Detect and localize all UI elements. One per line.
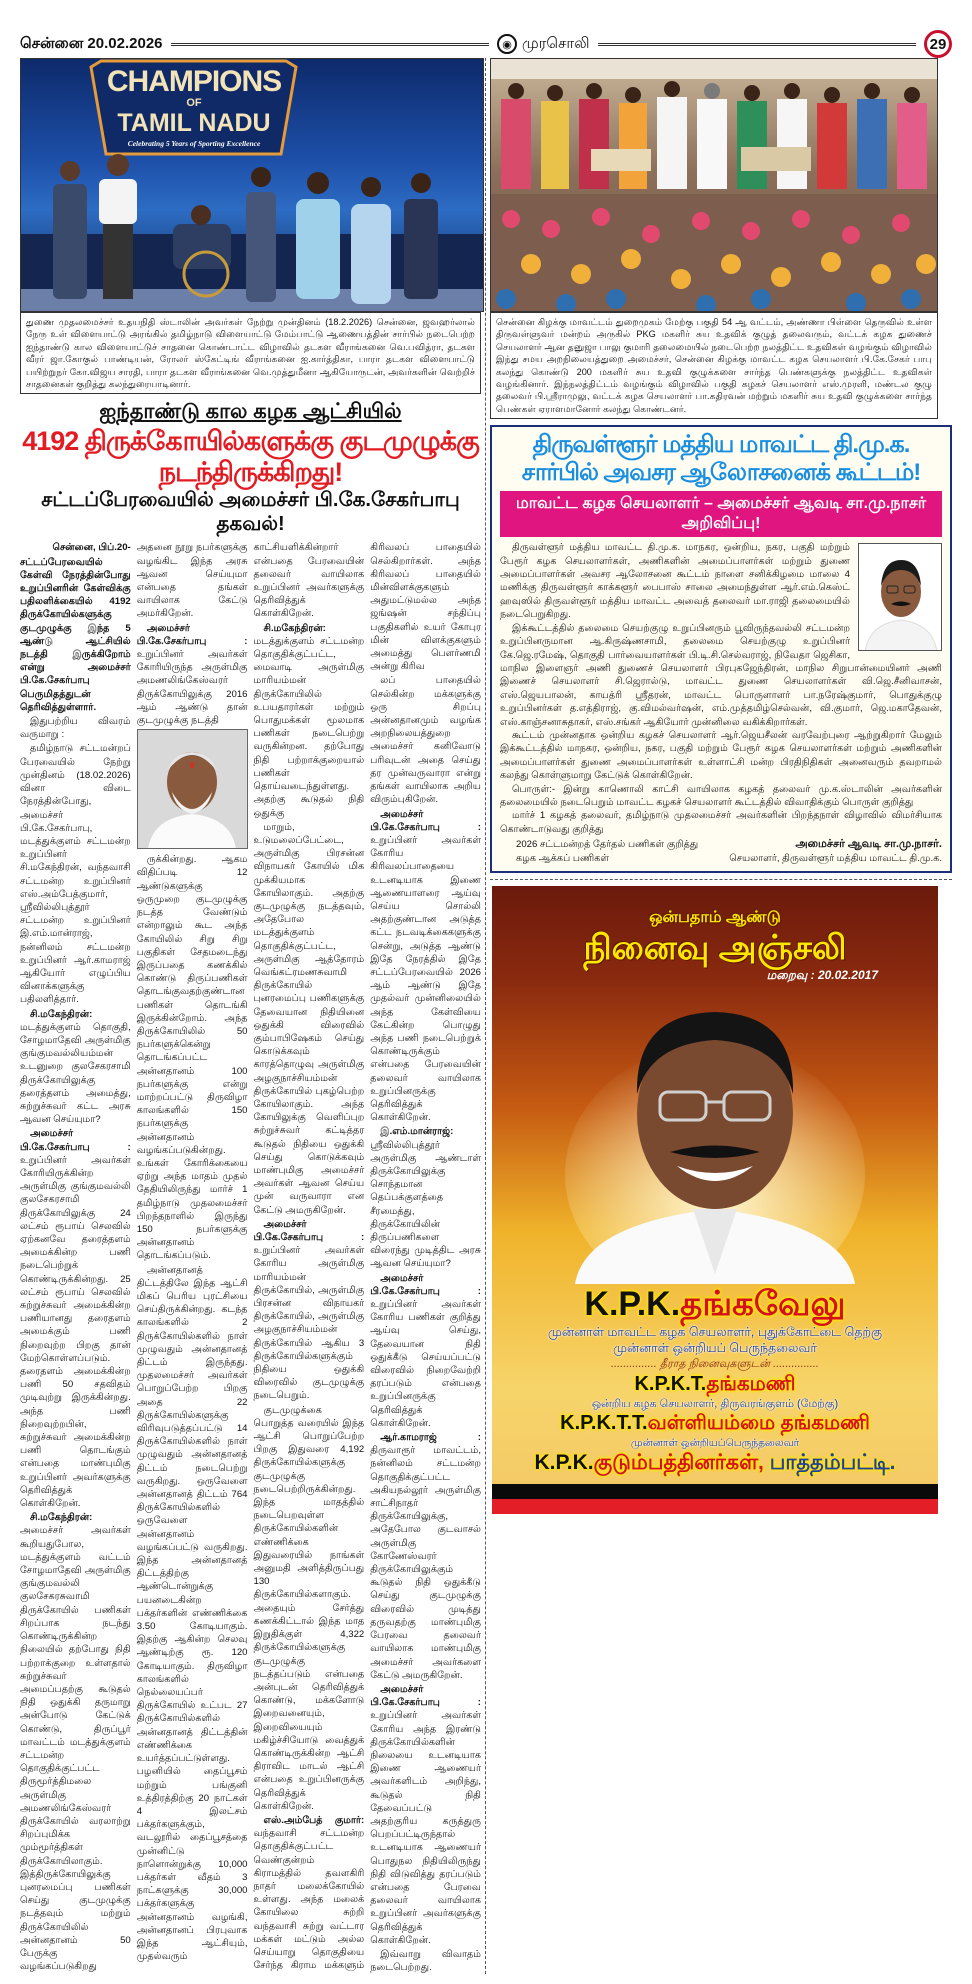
mourner-2	[492, 1411, 938, 1436]
paragraph-text: உறுப்பினர் அவர்கள் கோரியிருக்கின்ற அருள்மிகு குங்குமவல்லி குலசேகரசாமி திருக்கோயிலுக்கு 24 லட்சம் ரூபாய் செலவில் ஏற்கனவே தரைத்தளம் அமைக்கின்ற பணி நடைபெற்றுக் கொண்டிருக்கின்றது. 25 லட்சம் ரூபாய் செலவில் சுற்றுச்சுவர் அமைக்கின்ற பணியானது தரைதளம் அமைக்கும் பணி நிறைவுற்ற பிறகு தான் மேற்கொள்ளப்படும். தரைதளம் அமைக்கின்ற பணி 50 சதவிதம் முடிவுற்று இருக்கின்றது. அந்த பணி நிறைவுற்றபின், சுற்றுச்சுவர் அமைக்கின்ற பணி தொடங்கும் என்பதை மாண்புமிகு உறுப்பினர் அவர்களுக்கு தெரிவித்துக் கொள்கிறேன்.	[20, 1154, 131, 1510]
article-subheadline: சட்டப்பேரவையில் அமைச்சர் பி.கே.சேகர்பாபு தகவல்!	[41, 489, 460, 536]
article-headline: 4192 திருக்கோயில்களுக்கு குடமுழுக்கு நடந்திருக்கிறது!	[22, 426, 479, 488]
right-section	[486, 58, 952, 1974]
banner-tamil-nadu: TAMIL NADU	[117, 109, 271, 137]
paragraph-text: மடத்துக்குளம் தொகுதி, சோழமாதேவி அருள்மிகு குங்குமவல்லியம்மன் உடனுறை குலசேகரசாமி திருக்கோயிலுக்கு தரைத்தளம் அமைத்து, சுற்றுச்சுவர் கட்ட அரசு ஆவன செய்யுமா?	[20, 1021, 131, 1126]
memorial-advertisement	[492, 886, 938, 1514]
notice-paragraph: பொருள்:- இன்று காணொலி காட்சி வாயிலாக கழகத் தலைவர் மு.க.ஸ்டாலின் அவர்களின் தலைமையில் நடைபெறும் மாவட்ட கழகச் செயலாளர் கூட்டத்தில் விவாதிக்கும் பொருள் குறித்து	[500, 783, 942, 808]
banner-of: OF	[186, 97, 202, 109]
edition-date: சென்னை 20.02.2026	[20, 34, 163, 52]
article-lead	[20, 556, 131, 714]
paragraph-text: திருவாரூர் மாவட்டம், நன்னிலம் சட்டமன்ற தொகுதிக்குட்பட்ட அகியநல்லூர் அருள்மிகு சாட்சிநாதர் திருக்கோயிலுக்கு, அதேபோல குடவாசல் அருள்மிகு கோணேஸ்வரர் திருக்கோயிலுக்கும் கூடுதல் நிதி ஒதுக்கீடு செய்து குடமுழுக்கு விரைவில் முடித்து தருவதற்கு மாண்புமிகு பேரவை தலைவர் வாயிலாக மாண்புமிகு அமைச்சர் அவர்களை கேட்டு அமருகிறேன்.	[370, 1445, 481, 1681]
family-prefix: K.P.K.	[534, 1451, 594, 1474]
paragraph-text: ருக்கின்றது. ஆகம விதிப்படி 12 ஆண்டுகளுக்கு ஒருமுறை குடமுழுக்கு நடத்த வேண்டும் என்றாலும் கூட அந்த கோயிலில் சிறு சிறு பகுதிகள் சேதமடைந்து இருப்பதை கணக்கில் கொண்டு திருப்பணிகள் தொடங்குவதற்குண்டான பணிகள் தொடங்கி இருக்கின்றோம். அந்த திருக்கோயிலில் 50 நபர்களுக்கென்று தொடங்கப்பட்ட அன்னதானம் 100 நபர்களுக்கு என்று மாற்றப்பட்டு திருவிழா காலங்களில் 150 நபர்களுக்கு அன்னதானம் வழங்கப்படுகின்றது. உங்கள் கோரிக்கையை ஏற்று அந்த மாதம் முதல் தேதியிலிருந்து மார்ச் 1 தமிழ்நாடு முதலமைச்சர் பிறந்தநாளில் இருந்து 150 நபர்களுக்கு அன்னதானம் தொடங்கப்படும்.	[136, 854, 248, 1262]
article-paragraph	[20, 1008, 131, 1127]
dmk-flag-black-band	[492, 1484, 938, 1499]
header-rule	[598, 43, 917, 46]
deceased-role-2: முன்னாள் ஒன்றியப் பெருந்தலைவர்	[613, 1341, 817, 1355]
left-section	[20, 58, 486, 1974]
article-kicker-text: ஐந்தாண்டு கால கழக ஆட்சியில்	[99, 400, 402, 424]
mourner-1	[492, 1372, 938, 1397]
section-divider	[490, 879, 952, 880]
notice-body	[500, 541, 942, 836]
notice-paragraph: மார்ச் 1 கழகத் தலைவர், தமிழ்நாடு முதலமைச்சர் அவர்களின் பிறந்தநாள் விழாவில் விமர்சியாக கொண்டாடுவது குறித்து	[500, 810, 942, 835]
mourner-1-prefix: K.P.K.T.	[634, 1373, 707, 1395]
header-rule	[171, 43, 490, 46]
paragraph-text: மடத்துக்குளம் சட்டமன்ற தொகுதிக்குட்பட்ட, மைவாடி அருள்மிகு மாரியம்மன் திருக்கோயிலில் உபயதாரர்கள் மற்றும் பொதுமக்கள் மூலமாக பணிகள் நடைபெற்று வருகின்றன. தற்போது நிதி பற்றாக்குறையால் பணிகள் தொய்வடைந்துள்ளது. அதற்கு கூடுதல் நிதி ஒதுக்கு	[253, 635, 365, 819]
article-paragraph	[137, 622, 248, 728]
photo-caption-left: துணை முதலமைச்சர் உதயநிதி ஸ்டாலின் அவர்கள் நேற்று முன்தினம் (18.2.2026) சென்னை, ஜவஹர்லால் நேரு உள் விளையாட்டு அரங்கில் தமிழ்நாடு விளையாட்டு மேம்பாட்டு ஆணையத்தின் சார்பில் நடைபெற்ற ஐந்தாண்டு கால விளையாட்டுச் சாதனை கொண்டாட்ட விழாவில் தடகள வீராங்கனை வெ.பவித்ரா, தடகள வீரர் ஜா.கோகுல் பாண்டியன், ரோலர் ஸ்கேட்டிங் வீராங்கனை ஐ.கார்த்திகா, பாரா தடகள விளையாட்டு பயிற்றுநர் கோ.விஜய சாரதி, பாரா தடகள வீராங்கனை வெ.முத்துமீனா ஆகியோருடன், அவர்களின் வெற்றிச் சாதனைகள் குறித்து கலந்துரையாடினார்.	[20, 312, 481, 394]
crowd-scene	[491, 59, 938, 312]
banner-tagline: Celebrating 5 Years of Sporting Excellence	[127, 139, 261, 148]
notice-subheadline: மாவட்ட கழக செயலாளர் – அமைச்சர் ஆவடி சா.மு.நாசர் அறிவிப்பு!	[500, 491, 942, 537]
paragraph-text: தமிழ்நாடு சட்டமன்றப் பேரவையில் நேற்று முன்தினம் (18.02.2026) வினா விடை நேரத்தின்போது, அமைச்சர் பி.கே.சேகர்பாபு, மடத்துக்குளம் சட்டமன்ற உறுப்பினர் சி.மகேந்திரன், வந்தவாசி சட்டமன்ற உறுப்பினர் எஸ்.அம்பேத்குமார், ஸ்ரீவில்லிபுத்தூர் சட்டமன்ற உறுப்பினர் இ.எம்.மான்ராஜ், நன்னிலம் சட்டமன்ற உறுப்பினர் ஆர்.காமராஜ் ஆகியோர் எழுப்பிய வினாக்களுக்கு பதிலளித்தார்.	[20, 743, 131, 1006]
speaker-name: அமைச்சர் பி.கே.சேகர்பாபு :	[20, 1128, 131, 1153]
photo-caption-right: சென்னை கிழக்கு மாவட்டம் துறைமுகம் மேற்கு பகுதி 54 ஆ வட்டம், அண்ணா பிள்ளை தெருவில் உள்ள திருவள்ளுவர் மன்றம் அருகில் PKG மகளிர் சுய உதவிக் குழுத் தலைவரும், வட்டக் கழக துணைச் செயலாளர் ஆன தனுஜா பாலு குமாரி தலைமையில் நடைபெற்ற நலத்திட்ட உதவிகள் வழங்கும் விழாவில் இந்து சமய அறநிலையத்துறை அமைச்சர், சென்னை கிழக்கு மாவட்ட கழக செயலாளர் பி.கே.சேகர் பாபு கலந்து கொண்டு 200 மகளிர் சுய உதவி குழுக்களை சார்ந்த பெண்களுக்கு நலத்திட்ட உதவிகள் வழங்கினார். இந்நலத்திட்டம் வழங்கும் விழாவில் பகுதி கழகச் செயலாளர் எஸ்.முரளி, மண்டல குழு தலைவர் பி.ஸ்ரீராமுலு, வட்டக் கழக செயலாளர் பா.கதிரவன் மற்றும் மகளிர் சுய உதவி குழுக்களை சார்ந்த பெண்கள் ஏராளமானோர் கலந்து கொண்டனர்.	[490, 312, 938, 419]
article-kicker	[20, 400, 481, 426]
paragraph-text: மாறும், உடுமலைப்பேட்டை, அருள்மிகு பிரசன்ன விநாயகர் கோயில் மிக முக்கியமாக கோயிலாகும். அதற்கு குடமுழுக்கு நடத்தவும், அதேபோல மடத்துக்குளம் தொகுதிக்குட்பட்ட, அருள்மிகு ஆத்தோரம் வெங்கட்ரமணசுவாமி திருக்கோயில் புனரமைப்பு பணிகளுக்கு தேவையான நிதியினை ஒதுக்கி விரைவில் கும்பாபிஷேகம் செய்து கொடுக்கவும் காரத்தொழுவு அருள்மிகு அழகுநாச்சியம்மன் திருக்கோயில் புகழ்பெற்ற கோயிலாகும். அந்த கோயிலுக்கு வெளிப்புற சுற்றுச்சுவர் கட்டித்தர கூடுதல் நிதியை ஒதுக்கி செய்து கொடுக்கவும் மாண்புமிகு அமைச்சர் அவர்கள் ஆவன செய்ய முன் வருவாரா என கேட்டு அமருகிறேன்.	[253, 821, 365, 1216]
article-paragraph	[254, 1404, 365, 1813]
portrait-illustration	[859, 544, 942, 651]
article-paragraph	[370, 1948, 481, 1974]
paragraph-text: இவ்வாறு விவாதம் நடைபெற்றது.	[370, 1948, 481, 1974]
article-paragraph	[20, 1127, 131, 1510]
mourner-1-role: ஒன்றிய கழக செயலாளர், திருவரங்குளம் (மேற்கு)	[591, 1398, 839, 1410]
deceased-name-text: தங்கவேலு	[680, 1285, 846, 1323]
welfare-event-photo	[490, 58, 938, 312]
champions-event-photo	[20, 58, 484, 312]
article-paragraph	[137, 853, 248, 1262]
mourner-2-role: முன்னாள் ஒன்றியப்பெருந்தலைவர்	[630, 1437, 800, 1449]
paragraph-text: அன்னதானத் திட்டத்திலே இந்த ஆட்சி மிகப் பெரிய புரட்சியை செய்திருக்கின்றது. கடந்த காலங்களில் 2 திருக்கோயில்களில் நாள் முழுவதும் அன்னதானத் திட்டம் இருந்தது. முதலமைச்சர் அவர்கள் பொறுப்பேற்ற பிறகு அதை 22 திருக்கோயில்களுக்கு விரிவுபடுத்தப்பட்டு 14 திருக்கோயில்களில் நாள் முழுவதும் அன்னதானத் திட்டம் நடைபெற்று வருகிறது. ஒருவேளை அன்னதானத் திட்டம் 764 திருக்கோயில்களில் ஒருவேளை அன்னதானம் வழங்கப்பட்டு வருகிறது. இந்த அன்னதானத் திட்டத்திற்கு ஆண்டொன்றுக்கு பயனடைகின்ற பக்தர்களின் எண்ணிக்கை 3.50 கோடியாகும். இதற்கு ஆகின்ற செலவு ஆண்டிற்கு ரூ. 120 கோடியாகும். திருவிழா காலங்களில் நெல்லையப்பர் திருக்கோயில் உட்பட 27 திருக்கோயில்களில் அன்னதானத் திட்டத்தின் எண்ணிக்கை உயர்த்தப்பட்டுள்ளது. பழனியில் தைப்பூசம் மற்றும் பங்குனி உத்திரத்திற்கு 20 நாட்கள் 4 இலட்சம் பக்தர்களுக்கும், வடலூரில் தைப்பூசத்தை முன்னிட்டு நாளொன்றுக்கு 10,000 பக்தர்கள் வீதம் 3 நாட்களுக்கு 30,000 பக்தர்களுக்கு அன்னதானம் வழங்கி, அன்னதானப் பிரபுவாக இந்த ஆட்சியும், முதல்வரும் காட்சியளிக்கின்றார் என்பதை பேரவையின் தலைவர் வாயிலாக உறுப்பினர் அவர்களுக்கு தெரிவித்துக் கொள்கிறேன்.	[136, 542, 365, 1963]
article-paragraph	[254, 622, 365, 820]
article-paragraph	[370, 1683, 481, 1947]
masthead-title: முரசொலி	[522, 34, 590, 52]
dateline	[20, 541, 131, 554]
ad-title: நினைவு அஞ்சலி	[583, 929, 847, 967]
paragraph-text: ஸ்ரீவில்லிபுத்தூர் அருள்மிகு ஆண்டாள் திருக்கோயிலுக்கு சொந்தமான தெப்பக்குளத்தை சீரமைத்து, திருக்கோயிலின் திருப்பணிகளை விரைந்து முடித்திட அரசு ஆவன செய்யுமா?	[370, 1139, 481, 1270]
article-body	[20, 541, 481, 1974]
masthead	[497, 34, 590, 54]
ad-death-date: மறைவு : 20.02.2017	[766, 968, 878, 982]
meeting-notice-box	[490, 425, 952, 873]
minister-portrait	[137, 729, 248, 849]
article-paragraph	[370, 1272, 481, 1430]
speaker-name: சி.மகேந்திரன்:	[30, 1512, 93, 1524]
drum-logo-icon: ◉	[497, 34, 517, 54]
agenda-item: 2026 சட்டமன்றத் தேர்தல் பணிகள் குறித்து	[516, 839, 699, 851]
notice-paragraph: இக்கூட்டத்தில் தலைமை செயற்குழு உறுப்பினரும் பூவிருந்தவல்லி சட்டமன்ற உறுப்பினருமான ஆ.கிருஷ்ணசாமி, தலைமை செயற்குழு உறுப்பினர் கே.ஜெ.ரமேஷ், தொகுதி பார்வையாளர்கள் பி.டி.சி.செல்வராஜ், நிவேதா ஜெசிகா, மாநில இளைஞர் அணி துணைச் செயலாளர் பிரபுகஜேந்திரன், மாநில சிறுபான்மையினர் அணி இணைச் செயலாளர் சி.ஜெரால்டு, மாவட்ட துணை செயலாளர்கள் வி.ஜெ.சீனிவாசன், எஸ்.ஜெயபாலன், காயத்ரி ஸ்ரீதரன், மாவட்ட பொருளாளர் பா.நரேஷ்குமார், பொதுக்குழு உறுப்பினர்கள் த.எத்திராஜ், கு.விமல்வர்ஷன், எம்.முத்தமிழ்செல்வன், வி.குமார், ஜெ.மகாதேவன், எஸ்.காஞ்சனாசுதாகர், எஸ்.சங்கர் ஆகியோர் முன்னிலை வகிக்கிறார்கள்.	[500, 622, 942, 728]
banner-champions: CHAMPIONS	[106, 65, 282, 98]
paragraph-text: உறுப்பினர் அவர்கள் கோரிய அந்த இரண்டு திருக்கோயில்களின் நிலையை உடனடியாக இணை ஆணையர் அவர்களிடம் அறிந்து, கூடுதல் நிதி தேவைப்பட்டு அதற்குரிய கருத்துரு பெறப்பட்டிருந்தால் உடனடியாக ஆணையர் பொதுநல நிதியிலிருந்து நிதி விடுவித்து தரப்படும் என்பதை பேரவை தலைவர் வாயிலாக உறுப்பினர் அவர்களுக்கு தெரிவித்துக் கொள்கிறேன்.	[370, 1710, 481, 1946]
paragraph-text: லப் பாதையில் செல்கின்ற மக்களுக்கு ஒரு சிறப்பு அன்னதானமும் வழங்க அறநிலையத்துறை அமைச்சர் கனிவோடு பரிவுடன் அதை செய்து தர முன்வருவாரா என்று தங்கள் வாயிலாக அறிய விரும்புகிறேன்.	[370, 675, 481, 806]
paragraph-text: சென்னை, பிப்.20-	[52, 542, 131, 554]
people-on-stage	[21, 59, 484, 312]
article-paragraph	[370, 674, 481, 806]
ad-remembrance: ............... தீராத நினைவுகளுடன் ...............	[611, 1358, 819, 1370]
ad-anniversary: ஒன்பதாம் ஆண்டு	[649, 909, 781, 926]
speaker-name: அமைச்சர் பி.கே.சேகர்பாபு :	[136, 622, 248, 647]
notice-signature	[729, 838, 942, 865]
article-paragraph	[254, 1218, 365, 1403]
notice-headline: திருவள்ளூர் மத்திய மாவட்ட தி.மு.க. சார்பில் அவசர ஆலோசனைக் கூட்டம்!	[521, 431, 921, 487]
deceased-role-1: முன்னாள் மாவட்ட கழக செயலாளர், புதுக்கோட்டை தெற்கு	[547, 1325, 883, 1339]
article-paragraph	[370, 1431, 481, 1682]
paragraph-text: சட்டப்பேரவையில் கேள்வி நேரத்தின்போது உறுப்பினரின் கேள்விக்கு பதிலளிக்கையில் 4192 திருக்கோயில்களுக்கு குடமுழுக்கு இந்த 5 ஆண்டு ஆட்சியில் நடத்தி இருக்கிறோம் என்று அமைச்சர் பி.கே.சேகர்பாபு பெருமிதத்துடன் தெரிவித்துள்ளார்.	[20, 556, 131, 713]
article-paragraph	[370, 808, 481, 1125]
signatory-name: அமைச்சர் ஆவடி சா.மு.நாசர்.	[795, 838, 942, 851]
speaker-name: இ.எம்.மான்ராஜ்:	[380, 1126, 454, 1138]
mourner-2-prefix: K.P.K.T.T.	[560, 1412, 648, 1434]
article-paragraph	[370, 1125, 481, 1270]
paragraph-text: உறுப்பினர் அவர்கள் கோரியிருந்த அருள்மிகு அமணலிங்கேஸ்வரர் திருக்கோயிலுக்கு 2016 ஆம் ஆண்டு தான் குடமுழுக்கு நடத்தி	[136, 649, 248, 727]
notice-paragraph: திருவள்ளூர் மத்திய மாவட்ட தி.மு.க. மாநகர, ஒன்றிய, நகர, பகுதி மற்றும் பேரூர் கழக செயலாளர்கள், அணிகளின் அமைப்பாளர்கள் மற்றும் துணை அமைப்பாளர்கள் அவசர ஆலோசனை கூட்டம் நாளை சனிக்கிழமை மாலை 4 மணிக்கு திருவள்ளூர் காக்களூர் பைபாஸ் சாலை அமைந்துள்ள ஆர்.எம்.கெஸ்ட் ஹவுஸில் திருவள்ளூர் மத்திய மாவட்ட அவைத் தலைவர் மா.ராஜி தலைமையில் நடைபெறுகிறது.	[500, 542, 850, 621]
speaker-name: அமைச்சர் பி.கே.சேகர்பாபு :	[370, 808, 481, 833]
page-header	[20, 30, 952, 58]
agenda-item: கழக ஆக்கப் பணிகள்	[516, 852, 610, 864]
article-paragraph	[20, 715, 131, 741]
mourner-2-name: வள்ளியம்மை தங்கமணி	[647, 1412, 870, 1434]
speaker-name: அமைச்சர் பி.கே.சேகர்பாபு :	[253, 1218, 365, 1243]
speaker-name: ஆர்.காமராஜ் :	[380, 1432, 481, 1444]
speaker-name: எஸ்.அம்பேத் குமார்:	[263, 1814, 365, 1826]
speaker-name: அமைச்சர் பி.கே.சேகர்பாபு :	[370, 1272, 481, 1297]
deceased-name-prefix: K.P.K.	[584, 1285, 681, 1323]
family-place: பாத்தம்பட்டி.	[769, 1451, 896, 1474]
paragraph-text: உறுப்பினர் அவர்கள் கோரிய கிரிவலப்பாதையை உடனடியாக இணை ஆணையாளரை ஆய்வு செய்ய சொல்லி அதற்குண்டான அடுத்த கட்ட நடவடிக்கைகளுக்கு சென்று, அடுத்த ஆண்டு இதே நேரத்தில் இதே சட்டப்பேரவையில் 2026 ஆம் ஆண்டு இதே முதல்வர் முன்னிலையில் அந்த கேள்வியை கேட்கின்ற பொழுது அந்த பணி நடைபெற்றுக் கொண்டிருக்கும் என்பதை பேரவையின் தலைவர் வாயிலாக உறுப்பினருக்கு தெரிவித்துக் கொள்கிறேன்.	[370, 834, 481, 1124]
paragraph-text: உறுப்பினர் அவர்கள் கோரிய பணிகள் குறித்து ஆய்வு செய்து, தேவையான நிதி ஒதுக்கீடு செய்யப்பட்டு விரைவில் நிறைவேற்றி தரப்படும் என்பதை உறுப்பினருக்கு தெரிவித்துக் கொள்கிறேன்.	[370, 1299, 481, 1429]
paragraph-text: உறுப்பினர் அவர்கள் கோரிய அருள்மிகு மாரியம்மன் திருக்கோயில், அருள்மிகு பிரசன்ன விநாயகர் திருக்கோயில், அருள்மிகு அழகுநாச்சியம்மன் திருக்கோயில் ஆகிய 3 திருக்கோயில்களுக்கும் நிதியை ஒதுக்கி விரைவில் குடமுழுக்கு நடைபெறும்.	[253, 1245, 365, 1402]
page-body	[20, 58, 952, 1974]
notice-agenda	[500, 838, 698, 865]
paragraph-text: இதுபற்றிய விவரம் வருமாறு :	[20, 716, 131, 741]
family-line	[492, 1450, 938, 1484]
family-text: குடும்பத்தினர்கள்,	[593, 1451, 764, 1474]
notice-paragraph: கூட்டம் முன்னதாக ஒன்றிய கழகச் செயலாளர் ஆர்.ஜெயசீலன் வரவேற்புரை ஆற்றுகிறார் மேலும் இக்கூட்டத்தில் மாநகர, ஒன்றிய, நகர, பகுதி மற்றும் பேரூர் கழக செயலாளர்கள் மற்றும் அணிகளின் அமைப்பாளர்கள் துணை அமைப்பாளர்கள் உள்ளாட்சி மன்ற பிரதிநிதிகள் அனைவரும் தவறாமல் கலந்து கொள்ளுமாறு கேட்டுக் கொள்கிறேன்.	[500, 729, 942, 782]
article-paragraph	[20, 742, 131, 1006]
deceased-name	[492, 1284, 938, 1324]
page-number: 29	[924, 30, 952, 58]
speaker-name: சி.மகேந்திரன்:	[30, 1008, 93, 1020]
dmk-flag-red-band	[492, 1499, 938, 1514]
portrait-illustration	[138, 730, 246, 849]
mourner-1-name: தங்கமணி	[706, 1373, 796, 1395]
article-paragraph	[254, 821, 365, 1217]
paragraph-text: வந்தவாசி சட்டமன்ற தொகுதிக்குட்பட்ட வெண்குன்றம் கிராமத்தில் தவளகிரி நாதர் மலைக்கோயில் உள்ளது. அந்த மலைக் கோயிலை சுற்றி வந்தவாசி சுற்று வட்டார மக்கள் மட்டும் அல்ல செய்யாறு தொகுதியை சேர்ந்த கிராம மக்களும் கிரிவலப் பாதையில் செல்கிறார்கள். அந்த கிரிவலப் பாதையில் மின்விளக்குகளும் அதுமட்டுமல்ல அந்த ஜங்ஷன் சந்திப்பு பகுதிகளில் உயர் கோபுர மின் விளக்குகளும் அமைத்து பௌர்ணமி அன்று கிரிவ	[253, 542, 481, 1972]
signatory-title: செயலாளர், திருவள்ளூர் மத்திய மாவட்ட தி.மு.க.	[729, 852, 942, 864]
memorial-portrait	[565, 984, 865, 1284]
paragraph-text: அமைச்சர் அவர்கள் கூறியதுபோல, மடத்துக்குளம் வட்டம் சோழமாதேவி அருள்மிகு குங்குமவல்லி குலசேகரசுவாமி திருக்கோயில் பணிகள் சிறப்பாக நடந்து கொண்டிருக்கின்ற நிலையில் தற்போது நிதி பற்றாக்குறை உள்ளதால் சுற்றுச்சுவர் அமைப்பதற்கு கூடுதல் நிதி ஒதுக்கி தருமாறு அன்போடு கேட்டுக் கொண்டு, திருப்பூர் மாவட்டம் மடத்துக்குளம் சட்டமன்ற தொகுதிக்குட்பட்ட திருமூர்த்திமலை அருள்மிகு அமணலிங்கேஸ்வரர் திருக்கோயில் வரலாற்று சிறப்புமிக்க மும்மூர்த்திகள் திருக்கோயிலாகும். இத்திருக்கோயிலுக்கு புனரமைப்பு பணிகள் செய்து குடமுழுக்கு நடத்தவும் மற்றும் திருக்கோயிலில் அன்னதானம் 50 பேருக்கு வழங்கப்படுகிறது அதனை நூறு நபர்களுக்கு வழங்கிட இந்த அரசு ஆவன செய்யுமா என்பதை தங்கள் வாயிலாக கேட்டு அமர்கிறேன்.	[20, 542, 248, 1973]
nasar-portrait	[858, 543, 942, 651]
paragraph-text: குடமுழுக்கை பொறுத்த வரையில் இந்த ஆட்சி பொறுப்பேற்ற பிறகு இதுவரை 4,192 திருக்கோயில்களுக்கு குடமுழுக்கு நடைபெற்றிருக்கின்றது. இந்த மாதத்தில் நடைபெறவுள்ள திருக்கோயில்களின் எண்ணிக்கை இதுவரையில் நாங்கள் அனுமதி அளித்திருப்பது 130 திருக்கோயில்களாகும். அதையும் சேர்த்து கணக்கிட்டால் இந்த மாத இறுதிக்குள் 4,322 திருக்கோயில்களுக்கு குடமுழுக்கு நடத்தப்படும் என்பதை அன்புடன் தெரிவித்துக் கொண்டு, மக்களோடு இறைவனையும், இறைவியையும் மகிழ்ச்சியோடு வைத்துக் கொண்டிருக்கின்ற ஆட்சி திராவிட மாடல் ஆட்சி என்பதை உறுப்பினருக்கு தெரிவித்துக் கொள்கிறேன்.	[253, 1404, 365, 1812]
speaker-name: அமைச்சர் பி.கே.சேகர்பாபு :	[370, 1683, 481, 1709]
notice-footer	[500, 838, 942, 865]
speaker-name: சி.மகேந்திரன்:	[263, 622, 326, 634]
